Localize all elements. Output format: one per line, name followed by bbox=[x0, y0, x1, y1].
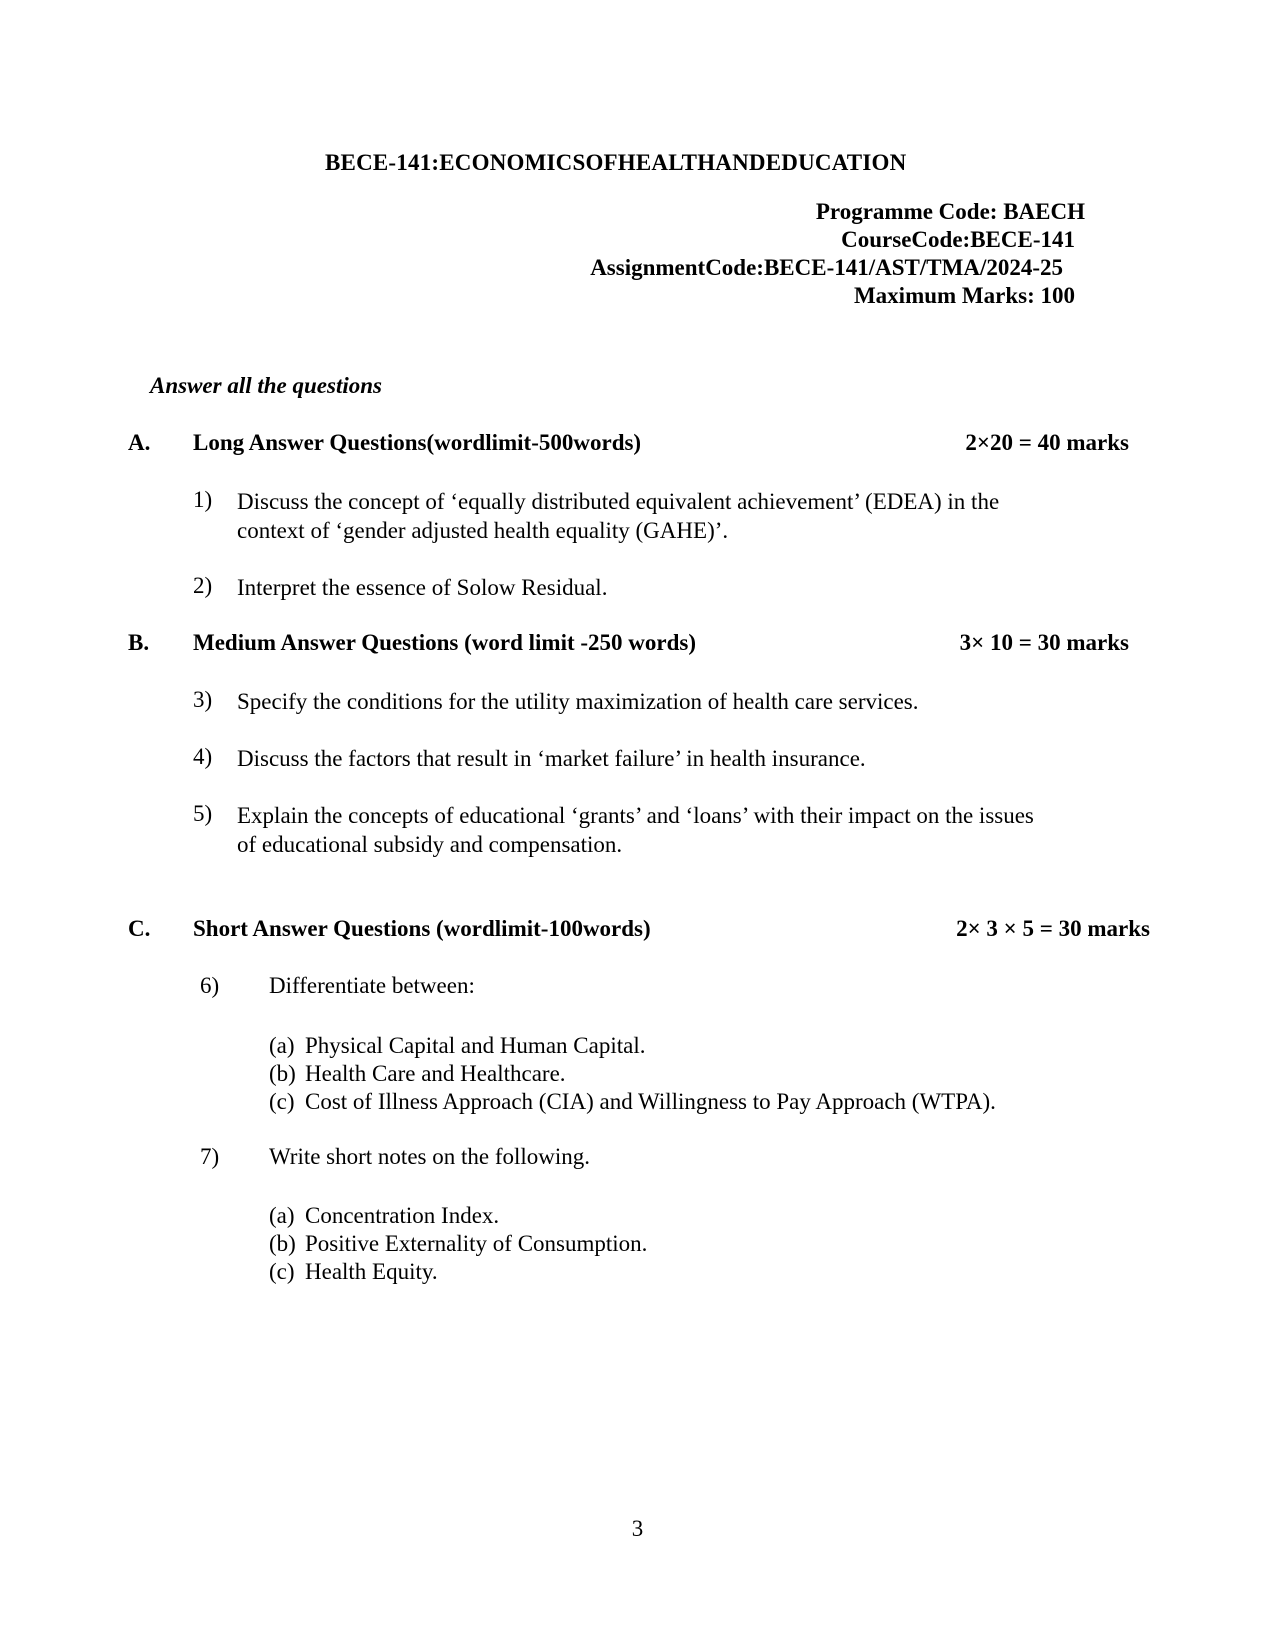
sub-item-label: (c) bbox=[269, 1089, 295, 1114]
instruction-text: Answer all the questions bbox=[150, 373, 382, 398]
question-line: Discuss the factors that result in ‘market failure’ in health insurance. bbox=[237, 746, 866, 771]
section-b-title: Medium Answer Questions (word limit -250 words) bbox=[193, 630, 697, 655]
maximum-marks: Maximum Marks: 100 bbox=[853, 283, 1075, 308]
question-line: of educational subsidy and compensation. bbox=[237, 832, 623, 857]
sub-item-text: Physical Capital and Human Capital. bbox=[305, 1033, 646, 1058]
sub-item bbox=[269, 1201, 499, 1230]
question-text: Write short notes on the following. bbox=[269, 1144, 591, 1169]
assignment-code: AssignmentCode:BECE-141/AST/TMA/2024-25 bbox=[590, 255, 1063, 280]
sub-item-text: Health Care and Healthcare. bbox=[305, 1061, 566, 1086]
programme-code: Programme Code: BAECH bbox=[815, 199, 1085, 224]
section-a-letter: A. bbox=[128, 430, 151, 455]
question-line: Specify the conditions for the utility maximization of health care services. bbox=[237, 689, 919, 714]
sub-item-text: Cost of Illness Approach (CIA) and Willingness to Pay Approach (WTPA). bbox=[305, 1089, 996, 1114]
section-c-title: Short Answer Questions (wordlimit-100words) bbox=[193, 916, 651, 941]
sub-item-label: (b) bbox=[269, 1061, 296, 1086]
question-line: Interpret the essence of Solow Residual. bbox=[237, 575, 608, 600]
sub-item-text: Positive Externality of Consumption. bbox=[305, 1231, 648, 1256]
question-number: 3) bbox=[193, 687, 213, 712]
question-line: Discuss the concept of ‘equally distributed equivalent achievement’ (EDEA) in the bbox=[237, 489, 1000, 514]
question-number: 7) bbox=[200, 1144, 220, 1169]
question-number: 1) bbox=[193, 487, 213, 512]
sub-item bbox=[269, 1059, 566, 1088]
document-title: BECE-141:ECONOMICSOFHEALTHANDEDUCATION bbox=[325, 150, 907, 175]
course-code: CourseCode:BECE-141 bbox=[841, 227, 1075, 252]
sub-item-label: (c) bbox=[269, 1259, 295, 1284]
question-number: 2) bbox=[193, 573, 213, 598]
question-number: 5) bbox=[193, 801, 213, 826]
section-b-marks: 3× 10 = 30 marks bbox=[959, 630, 1129, 655]
section-c-marks: 2× 3 × 5 = 30 marks bbox=[956, 916, 1150, 941]
sub-item-text: Health Equity. bbox=[305, 1259, 438, 1284]
sub-item bbox=[269, 1229, 647, 1258]
section-c-letter: C. bbox=[128, 916, 151, 941]
question-line: Explain the concepts of educational ‘grants’ and ‘loans’ with their impact on the issues bbox=[237, 803, 1034, 828]
question-text: Differentiate between: bbox=[269, 973, 475, 998]
sub-item bbox=[269, 1257, 438, 1286]
question-text bbox=[237, 573, 1117, 602]
question-number: 4) bbox=[193, 744, 213, 769]
section-b-letter: B. bbox=[128, 630, 150, 655]
section-a-title: Long Answer Questions(wordlimit-500words) bbox=[193, 430, 642, 455]
question-line: context of ‘gender adjusted health equality (GAHE)’. bbox=[237, 518, 729, 543]
sub-item-label: (b) bbox=[269, 1231, 296, 1256]
question-text bbox=[237, 744, 1117, 773]
sub-item-text: Concentration Index. bbox=[305, 1203, 500, 1228]
sub-item-label: (a) bbox=[269, 1033, 295, 1058]
question-text bbox=[237, 687, 1117, 716]
page-number: 3 bbox=[631, 1516, 644, 1541]
section-a-marks: 2×20 = 40 marks bbox=[965, 430, 1129, 455]
question-text bbox=[237, 801, 1117, 859]
sub-item bbox=[269, 1087, 996, 1116]
question-text bbox=[237, 487, 1117, 545]
sub-item bbox=[269, 1031, 645, 1060]
question-number: 6) bbox=[200, 973, 220, 998]
sub-item-label: (a) bbox=[269, 1203, 295, 1228]
